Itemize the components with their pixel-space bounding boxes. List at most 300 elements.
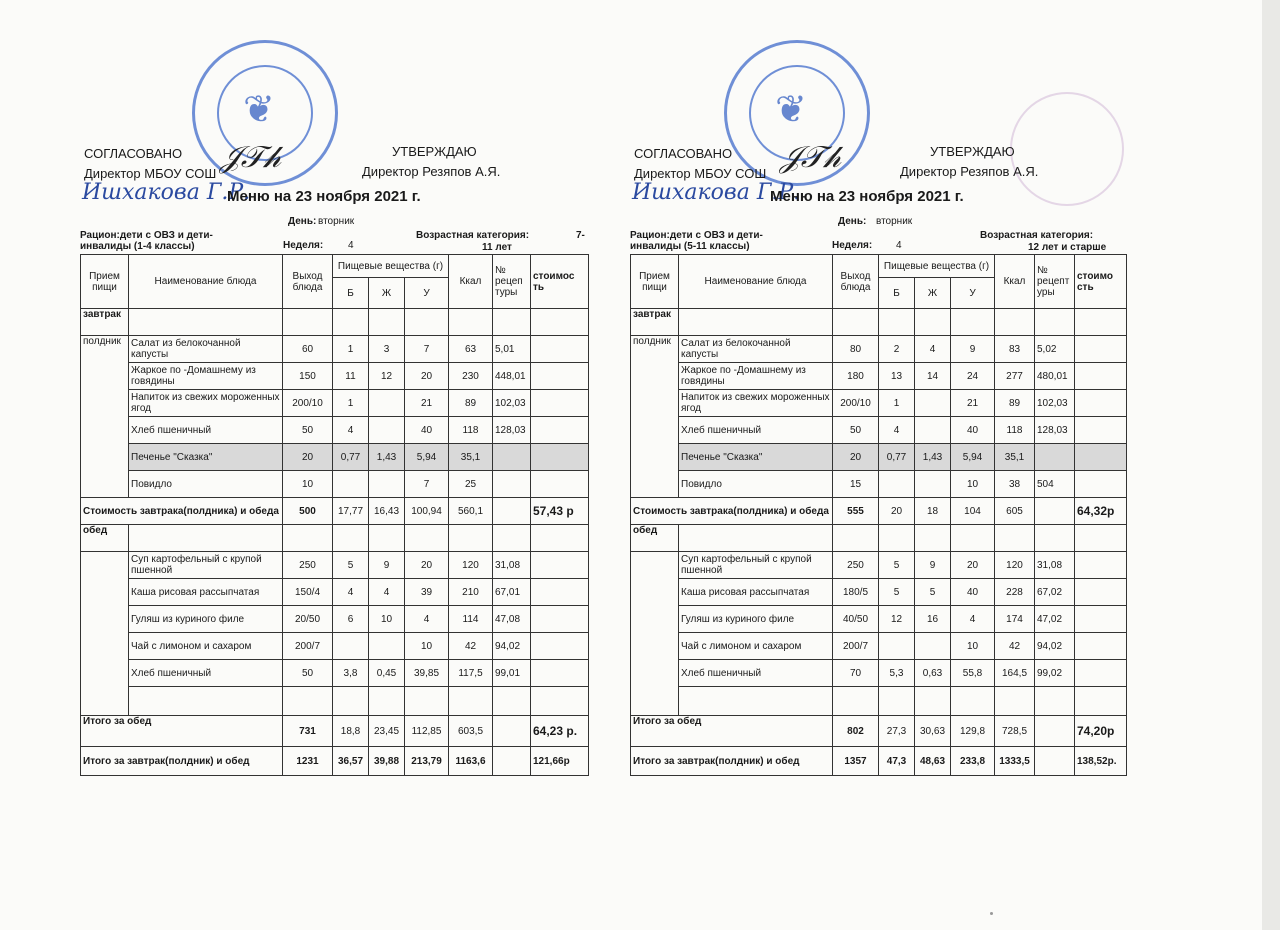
header-dish: Наименование блюда: [129, 255, 283, 309]
table-cell: 55,8: [951, 660, 995, 687]
table-cell: 5: [333, 552, 369, 579]
empty-row: [81, 687, 589, 716]
table-cell: 15: [833, 471, 879, 498]
table-cell: [1075, 687, 1127, 716]
table-cell: 250: [833, 552, 879, 579]
dish-name: Жаркое по -Домашнему из говядины: [129, 363, 283, 390]
table-cell: 150/4: [283, 579, 333, 606]
table-cell: 5: [879, 552, 915, 579]
table-cell: [995, 309, 1035, 336]
director-school: Директор МБОУ СОШ: [84, 166, 217, 181]
table-cell: 560,1: [449, 498, 493, 525]
table-cell: 67,01: [493, 579, 531, 606]
table-cell: 70: [833, 660, 879, 687]
table-cell: 20/50: [283, 606, 333, 633]
table-cell: 174: [995, 606, 1035, 633]
table-cell: 50: [283, 417, 333, 444]
approve-label: УТВЕРЖДАЮ: [392, 144, 477, 159]
table-cell: 21: [951, 390, 995, 417]
table-cell: 603,5: [449, 716, 493, 747]
bird-emblem-icon: ❦: [775, 89, 807, 131]
week-label: Неделя:: [832, 240, 873, 251]
table-cell: [879, 687, 915, 716]
table-cell: 118: [449, 417, 493, 444]
table-cell: 99,02: [1035, 660, 1075, 687]
table-cell: 24: [951, 363, 995, 390]
table-cell: 4: [333, 417, 369, 444]
table-cell: [129, 687, 283, 716]
table-cell: 40: [405, 417, 449, 444]
table-cell: 114: [449, 606, 493, 633]
table-cell: 230: [449, 363, 493, 390]
grand-total-label: Итого за завтрак(полдник) и обед: [631, 747, 833, 776]
table-cell: [493, 687, 531, 716]
day-label: День:: [838, 216, 867, 227]
header-yield: Выход блюда: [833, 255, 879, 309]
table-cell: 31,08: [1035, 552, 1075, 579]
header-meal: Прием пищи: [81, 255, 129, 309]
director-name: Директор Резяпов А.Я.: [362, 164, 501, 179]
ration-line-1: Рацион:дети с ОВЗ и дети-: [80, 230, 213, 241]
table-cell: 13: [879, 363, 915, 390]
dish-name: Печенье "Сказка": [679, 444, 833, 471]
table-cell: 112,85: [405, 716, 449, 747]
table-cell: 20: [283, 444, 333, 471]
lunch-spacer: [631, 552, 679, 716]
day-label: День:: [288, 216, 317, 227]
header-dish: Наименование блюда: [679, 255, 833, 309]
table-cell: [915, 471, 951, 498]
table-cell: [1075, 660, 1127, 687]
header-kcal: Ккал: [995, 255, 1035, 309]
table-row: [81, 417, 589, 444]
table-cell: [531, 471, 589, 498]
dish-name: Хлеб пшеничный: [679, 417, 833, 444]
table-cell: [531, 552, 589, 579]
table-cell: [333, 309, 369, 336]
table-cell: [1035, 716, 1075, 747]
table-cell: [915, 417, 951, 444]
total-row: [81, 716, 589, 747]
table-cell: 4: [951, 606, 995, 633]
breakfast-total-label: Стоимость завтрака(полдника) и обеда: [631, 498, 833, 525]
table-cell: 27,3: [879, 716, 915, 747]
day-value: вторник: [318, 216, 355, 227]
table-cell: 5: [879, 579, 915, 606]
table-cell: [679, 525, 833, 552]
table-cell: 4: [405, 606, 449, 633]
table-cell: [995, 525, 1035, 552]
table-row: [631, 390, 1127, 417]
ration-line-2: инвалиды (1-4 классы): [80, 241, 195, 252]
table-cell: 3,8: [333, 660, 369, 687]
handwritten-name: Ишхакова Г.Р.: [82, 180, 251, 205]
total-row: [631, 747, 1127, 776]
menu-title: Меню на 23 ноября 2021 г.: [770, 188, 964, 205]
table-cell: [369, 309, 405, 336]
table-cell: [833, 525, 879, 552]
table-cell: 39: [405, 579, 449, 606]
table-cell: [531, 417, 589, 444]
table-cell: 1,43: [369, 444, 405, 471]
table-cell: 17,77: [333, 498, 369, 525]
age-label: Возрастная категория:: [980, 230, 1094, 241]
table-cell: 129,8: [951, 716, 995, 747]
table-cell: 500: [283, 498, 333, 525]
table-cell: [995, 687, 1035, 716]
table-cell: 5,94: [405, 444, 449, 471]
table-cell: 12: [369, 363, 405, 390]
table-cell: 200/7: [283, 633, 333, 660]
table-cell: [369, 633, 405, 660]
table-row: [81, 552, 589, 579]
table-cell: 1: [333, 336, 369, 363]
table-cell: [951, 309, 995, 336]
table-cell: [333, 471, 369, 498]
table-cell: [531, 309, 589, 336]
dish-name: Хлеб пшеничный: [129, 417, 283, 444]
table-cell: [679, 309, 833, 336]
table-cell: [1075, 390, 1127, 417]
table-cell: 448,01: [493, 363, 531, 390]
table-cell: 10: [283, 471, 333, 498]
table-cell: [879, 525, 915, 552]
table-cell: 47,3: [879, 747, 915, 776]
table-cell: [531, 579, 589, 606]
table-row: [631, 471, 1127, 498]
table-cell: 5,3: [879, 660, 915, 687]
table-row: [81, 633, 589, 660]
table-cell: [531, 336, 589, 363]
empty-row: [631, 687, 1127, 716]
table-cell: 60: [283, 336, 333, 363]
table-cell: [531, 390, 589, 417]
table-cell: 31,08: [493, 552, 531, 579]
table-cell: 2: [879, 336, 915, 363]
table-row: [631, 417, 1127, 444]
table-cell: [449, 309, 493, 336]
week-value: 4: [896, 240, 902, 251]
director-signature: 𝒥𝒯𝒽: [780, 140, 841, 175]
dish-name: Хлеб пшеничный: [129, 660, 283, 687]
table-cell: 12: [879, 606, 915, 633]
table-cell: [1035, 525, 1075, 552]
section-lunch: обед: [81, 525, 129, 552]
faint-seal: [1010, 92, 1124, 206]
header-fat: Ж: [369, 278, 405, 309]
table-row: [81, 363, 589, 390]
bird-emblem-icon: ❦: [243, 89, 275, 131]
table-cell: 36,57: [333, 747, 369, 776]
breakfast-total-label: Стоимость завтрака(полдника) и обеда: [81, 498, 283, 525]
table-cell: [493, 747, 531, 776]
table-cell: [915, 633, 951, 660]
table-cell: [531, 363, 589, 390]
table-cell: 20: [833, 444, 879, 471]
table-cell: 210: [449, 579, 493, 606]
table-cell: [915, 390, 951, 417]
total-row: [81, 747, 589, 776]
table-cell: 100,94: [405, 498, 449, 525]
age-value-a: 7-: [576, 230, 585, 241]
table-cell: [915, 525, 951, 552]
table-cell: 1,43: [915, 444, 951, 471]
dish-name: Печенье "Сказка": [129, 444, 283, 471]
age-value-b: 11 лет: [482, 242, 512, 253]
table-cell: [1075, 525, 1127, 552]
table-cell: 89: [449, 390, 493, 417]
table-cell: [915, 687, 951, 716]
table-cell: 5,94: [951, 444, 995, 471]
table-cell: [1075, 579, 1127, 606]
table-cell: 20: [879, 498, 915, 525]
lunch-total-cost: 64,23 р.: [531, 716, 589, 747]
table-cell: [879, 471, 915, 498]
table-cell: [369, 417, 405, 444]
table-cell: [531, 606, 589, 633]
table-cell: 1: [333, 390, 369, 417]
table-row: [631, 363, 1127, 390]
table-cell: 16: [915, 606, 951, 633]
table-cell: 94,02: [493, 633, 531, 660]
table-cell: 5,02: [1035, 336, 1075, 363]
menu-panel-5-11: [630, 0, 1175, 930]
dish-name: Хлеб пшеничный: [679, 660, 833, 687]
table-cell: 728,5: [995, 716, 1035, 747]
table-header-row: [81, 255, 589, 278]
table-cell: 277: [995, 363, 1035, 390]
week-value: 4: [348, 240, 354, 251]
table-cell: 120: [449, 552, 493, 579]
table-cell: [493, 498, 531, 525]
table-cell: 0,77: [879, 444, 915, 471]
table-cell: 213,79: [405, 747, 449, 776]
scan-edge: [1262, 0, 1280, 930]
total-row: [631, 498, 1127, 525]
age-value-b: 12 лет и старше: [1028, 242, 1107, 253]
table-cell: 40/50: [833, 606, 879, 633]
day-value: вторник: [876, 216, 913, 227]
table-cell: 89: [995, 390, 1035, 417]
table-cell: [333, 687, 369, 716]
table-cell: [1075, 309, 1127, 336]
menu-table: [630, 254, 1127, 776]
table-cell: 39,88: [369, 747, 405, 776]
table-cell: [283, 687, 333, 716]
table-cell: 10: [951, 471, 995, 498]
dish-name: Чай с лимоном и сахаром: [679, 633, 833, 660]
table-cell: 4: [879, 417, 915, 444]
header-carbs: У: [405, 278, 449, 309]
table-cell: [493, 309, 531, 336]
table-row: [81, 471, 589, 498]
table-cell: 9: [951, 336, 995, 363]
table-cell: 38: [995, 471, 1035, 498]
table-cell: [1075, 363, 1127, 390]
table-cell: 180/5: [833, 579, 879, 606]
section-row: [81, 525, 589, 552]
header-nutrients: Пищевые вещества (г): [333, 255, 449, 278]
table-cell: 6: [333, 606, 369, 633]
table-cell: [283, 525, 333, 552]
table-cell: 63: [449, 336, 493, 363]
table-cell: [833, 687, 879, 716]
table-cell: 20: [405, 552, 449, 579]
approve-label: УТВЕРЖДАЮ: [930, 144, 1015, 159]
table-cell: 128,03: [493, 417, 531, 444]
table-cell: 40: [951, 579, 995, 606]
table-cell: [1075, 471, 1127, 498]
table-cell: 5: [915, 579, 951, 606]
table-cell: 480,01: [1035, 363, 1075, 390]
table-cell: 18,8: [333, 716, 369, 747]
table-cell: [129, 309, 283, 336]
table-cell: 1333,5: [995, 747, 1035, 776]
table-cell: 35,1: [449, 444, 493, 471]
table-row: [81, 336, 589, 363]
table-cell: [283, 309, 333, 336]
breakfast-total-cost: 57,43 р: [531, 498, 589, 525]
section-row: [631, 309, 1127, 336]
table-cell: [449, 687, 493, 716]
header-recipe: № рецепт уры: [1035, 255, 1075, 309]
table-cell: [1075, 444, 1127, 471]
table-cell: [1035, 498, 1075, 525]
table-cell: 4: [915, 336, 951, 363]
table-cell: [369, 390, 405, 417]
week-label: Неделя:: [283, 240, 324, 251]
table-cell: 48,63: [915, 747, 951, 776]
table-row: [81, 390, 589, 417]
table-cell: [405, 525, 449, 552]
header-yield: Выход блюда: [283, 255, 333, 309]
director-name: Директор Резяпов А.Я.: [900, 164, 1039, 179]
table-cell: 10: [405, 633, 449, 660]
breakfast-total-cost: 64,32р: [1075, 498, 1127, 525]
grand-total-label: Итого за завтрак(полдник) и обед: [81, 747, 283, 776]
table-row: [631, 444, 1127, 471]
table-row: [631, 660, 1127, 687]
table-cell: 7: [405, 471, 449, 498]
table-cell: [333, 633, 369, 660]
table-row: [81, 660, 589, 687]
section-snack: полдник: [631, 336, 679, 498]
table-cell: [915, 309, 951, 336]
table-cell: 30,63: [915, 716, 951, 747]
grand-total-cost: 138,52р.: [1075, 747, 1127, 776]
table-cell: 128,03: [1035, 417, 1075, 444]
director-signature: 𝒥𝒯𝒽: [220, 140, 281, 175]
section-row: [81, 309, 589, 336]
table-cell: 200/10: [833, 390, 879, 417]
table-cell: 42: [449, 633, 493, 660]
table-row: [631, 633, 1127, 660]
header-kcal: Ккал: [449, 255, 493, 309]
table-cell: 1163,6: [449, 747, 493, 776]
table-cell: 10: [369, 606, 405, 633]
dish-name: Повидло: [679, 471, 833, 498]
table-cell: [531, 633, 589, 660]
table-cell: 40: [951, 417, 995, 444]
table-cell: 102,03: [1035, 390, 1075, 417]
table-cell: 102,03: [493, 390, 531, 417]
table-row: [631, 579, 1127, 606]
table-row: [81, 606, 589, 633]
table-cell: 4: [369, 579, 405, 606]
table-cell: [951, 687, 995, 716]
scan-speck: [990, 912, 993, 915]
table-cell: 67,02: [1035, 579, 1075, 606]
table-cell: [531, 687, 589, 716]
table-cell: 94,02: [1035, 633, 1075, 660]
table-cell: [493, 525, 531, 552]
table-cell: 180: [833, 363, 879, 390]
table-cell: 228: [995, 579, 1035, 606]
header-recipe: № рецеп туры: [493, 255, 531, 309]
table-row: [631, 552, 1127, 579]
agreed-label: СОГЛАСОВАНО: [634, 146, 733, 161]
section-snack: полдник: [81, 336, 129, 498]
table-cell: 150: [283, 363, 333, 390]
table-cell: 802: [833, 716, 879, 747]
table-cell: [369, 525, 405, 552]
table-header-row: [631, 255, 1127, 278]
agreed-label: СОГЛАСОВАНО: [84, 146, 183, 161]
table-cell: [531, 525, 589, 552]
table-cell: 99,01: [493, 660, 531, 687]
table-cell: [833, 309, 879, 336]
table-cell: [679, 687, 833, 716]
table-cell: 47,08: [493, 606, 531, 633]
table-cell: [129, 525, 283, 552]
handwritten-name: Ишхакова Г.Р.: [632, 180, 801, 205]
table-row: [81, 579, 589, 606]
table-cell: [405, 309, 449, 336]
dish-name: Повидло: [129, 471, 283, 498]
lunch-spacer: [81, 552, 129, 716]
table-cell: 5,01: [493, 336, 531, 363]
dish-name: Чай с лимоном и сахаром: [129, 633, 283, 660]
dish-name: Гуляш из куриного филе: [129, 606, 283, 633]
section-row: [631, 525, 1127, 552]
table-cell: 18: [915, 498, 951, 525]
table-cell: 555: [833, 498, 879, 525]
header-protein: Б: [879, 278, 915, 309]
menu-title: Меню на 23 ноября 2021 г.: [227, 188, 421, 205]
header-cost: стоимос ть: [531, 255, 589, 309]
table-cell: [531, 444, 589, 471]
table-cell: 16,43: [369, 498, 405, 525]
dish-name: Жаркое по -Домашнему из говядины: [679, 363, 833, 390]
table-cell: [405, 687, 449, 716]
table-cell: 0,63: [915, 660, 951, 687]
table-cell: 120: [995, 552, 1035, 579]
table-cell: 200/7: [833, 633, 879, 660]
table-cell: 20: [951, 552, 995, 579]
header-cost: стоимо сть: [1075, 255, 1127, 309]
table-cell: 0,45: [369, 660, 405, 687]
table-cell: 10: [951, 633, 995, 660]
table-cell: [1035, 687, 1075, 716]
table-row: [631, 336, 1127, 363]
table-cell: [369, 471, 405, 498]
table-cell: 35,1: [995, 444, 1035, 471]
table-cell: 605: [995, 498, 1035, 525]
table-cell: 80: [833, 336, 879, 363]
lunch-total-label: Итого за обед: [631, 716, 833, 747]
header-protein: Б: [333, 278, 369, 309]
table-cell: 104: [951, 498, 995, 525]
